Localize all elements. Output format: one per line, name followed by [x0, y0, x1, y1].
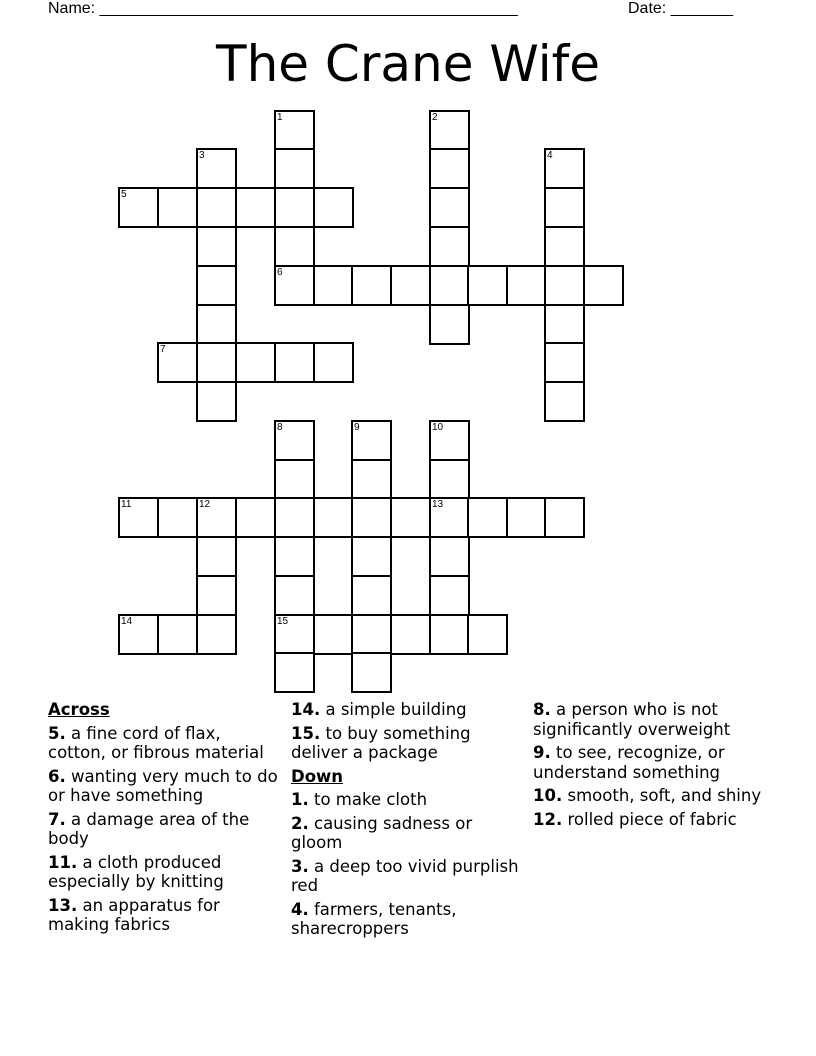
grid-cell[interactable] [157, 342, 198, 383]
grid-cell[interactable] [274, 226, 315, 267]
grid-cell[interactable] [313, 497, 354, 538]
clue-number: 6. [48, 766, 66, 786]
grid-cell[interactable] [544, 342, 585, 383]
grid-cell[interactable] [274, 148, 315, 189]
down-heading: Down [291, 766, 344, 786]
grid-cell[interactable] [351, 652, 392, 693]
grid-cell[interactable] [313, 342, 354, 383]
grid-cell[interactable] [544, 148, 585, 189]
cell-number: 12 [199, 499, 211, 510]
clue-text: a fine cord of flax, cotton, or fibrous material [48, 723, 264, 762]
name-field[interactable]: Name: _______________________________________________ [48, 0, 518, 17]
grid-cell[interactable] [196, 187, 237, 228]
grid-cell[interactable] [429, 420, 470, 461]
grid-cell[interactable] [274, 536, 315, 577]
clue-text: to see, recognize, or understand something [533, 743, 725, 782]
grid-cell[interactable] [429, 614, 470, 655]
clue-across-5 [48, 724, 280, 763]
grid-cell[interactable] [157, 614, 198, 655]
grid-cell[interactable] [429, 148, 470, 189]
clue-across-7 [48, 810, 280, 849]
clue-column-3 [533, 700, 773, 833]
clue-number: 7. [48, 809, 66, 829]
grid-cell[interactable] [429, 536, 470, 577]
grid-cell[interactable] [274, 459, 315, 500]
grid-cell[interactable] [351, 497, 392, 538]
cell-number: 5 [121, 189, 127, 200]
grid-cell[interactable] [274, 342, 315, 383]
grid-cell[interactable] [274, 575, 315, 616]
grid-cell[interactable] [196, 265, 237, 306]
clue-number: 11. [48, 852, 78, 872]
grid-cell[interactable] [351, 265, 392, 306]
clue-text: a simple building [325, 700, 467, 719]
cell-number: 10 [432, 422, 444, 433]
clue-down-9 [533, 743, 773, 782]
grid-cell[interactable] [429, 265, 470, 306]
grid-cell[interactable] [196, 536, 237, 577]
clue-number: 4. [291, 899, 309, 919]
grid-cell[interactable] [274, 420, 315, 461]
grid-cell[interactable] [429, 304, 470, 345]
grid-cell[interactable] [351, 459, 392, 500]
clue-text: a damage area of the body [48, 809, 250, 848]
grid-cell[interactable] [157, 187, 198, 228]
clue-text: to make cloth [314, 790, 428, 809]
clue-number: 5. [48, 723, 66, 743]
clue-number: 15. [291, 723, 321, 743]
cell-number: 11 [121, 499, 132, 510]
clue-number: 10. [533, 786, 563, 805]
clue-across-11 [48, 853, 280, 892]
grid-cell[interactable] [118, 497, 159, 538]
cell-number: 13 [432, 499, 444, 510]
cell-number: 8 [277, 422, 283, 433]
clue-number: 3. [291, 856, 309, 876]
clue-column-1 [48, 700, 280, 939]
cell-number: 4 [547, 150, 553, 161]
clue-down-1 [291, 790, 523, 810]
clue-text: a cloth produced especially by knitting [48, 852, 224, 891]
clue-text: a deep too vivid purplish red [291, 856, 519, 895]
grid-cell[interactable] [506, 497, 547, 538]
grid-cell[interactable] [274, 265, 315, 306]
clue-number: 13. [48, 895, 78, 915]
clue-across-15 [291, 724, 523, 763]
grid-cell[interactable] [196, 342, 237, 383]
clue-down-8 [533, 700, 773, 739]
clue-across-14 [291, 700, 523, 720]
grid-cell[interactable] [544, 187, 585, 228]
clue-across-13 [48, 896, 280, 935]
grid-cell[interactable] [118, 187, 159, 228]
grid-cell[interactable] [544, 304, 585, 345]
clue-number: 8. [533, 700, 551, 719]
grid-cell[interactable] [544, 381, 585, 422]
clue-down-12 [533, 810, 773, 830]
clue-down-3 [291, 857, 523, 896]
clue-number: 9. [533, 743, 551, 762]
grid-cell[interactable] [351, 420, 392, 461]
clue-text: a person who is not significantly overweight [533, 700, 731, 739]
grid-cell[interactable] [506, 265, 547, 306]
grid-cell[interactable] [390, 265, 431, 306]
grid-cell[interactable] [467, 265, 508, 306]
page-title: The Crane Wife [216, 35, 600, 93]
date-field[interactable]: Date: _______ [628, 0, 733, 17]
cell-number: 2 [432, 112, 438, 123]
clue-text: farmers, tenants, sharecroppers [291, 899, 457, 938]
grid-cell[interactable] [544, 497, 585, 538]
grid-cell[interactable] [196, 381, 237, 422]
clue-number: 2. [291, 813, 309, 833]
cell-number: 15 [277, 616, 289, 627]
clue-down-10 [533, 786, 773, 806]
grid-cell[interactable] [313, 187, 354, 228]
grid-cell[interactable] [274, 187, 315, 228]
across-heading: Across [48, 700, 110, 719]
grid-cell[interactable] [544, 265, 585, 306]
grid-cell[interactable] [429, 459, 470, 500]
grid-cell[interactable] [196, 226, 237, 267]
cell-number: 1 [277, 112, 283, 123]
grid-cell[interactable] [274, 614, 315, 655]
grid-cell[interactable] [157, 497, 198, 538]
grid-cell[interactable] [235, 187, 276, 228]
cell-number: 9 [354, 422, 360, 433]
clue-down-2 [291, 814, 523, 853]
cell-number: 3 [199, 150, 205, 161]
grid-cell[interactable] [351, 575, 392, 616]
grid-cell[interactable] [467, 497, 508, 538]
grid-cell[interactable] [235, 342, 276, 383]
clue-down-4 [291, 900, 523, 939]
clue-text: rolled piece of fabric [567, 809, 737, 829]
grid-cell[interactable] [274, 110, 315, 151]
grid-cell[interactable] [196, 497, 237, 538]
grid-cell[interactable] [467, 614, 508, 655]
grid-cell[interactable] [196, 304, 237, 345]
grid-cell[interactable] [544, 226, 585, 267]
clue-number: 14. [291, 700, 321, 719]
grid-cell[interactable] [390, 497, 431, 538]
grid-cell[interactable] [196, 148, 237, 189]
grid-cell[interactable] [313, 614, 354, 655]
cell-number: 14 [121, 616, 133, 627]
grid-cell[interactable] [235, 497, 276, 538]
grid-cell[interactable] [118, 614, 159, 655]
grid-cell[interactable] [429, 497, 470, 538]
clue-text: causing sadness or gloom [291, 813, 473, 852]
clue-number: 1. [291, 790, 309, 809]
grid-cell[interactable] [583, 265, 624, 306]
clue-text: wanting very much to do or have something [48, 766, 278, 805]
grid-cell[interactable] [274, 497, 315, 538]
grid-cell[interactable] [351, 614, 392, 655]
grid-cell[interactable] [196, 614, 237, 655]
clue-column-2 [291, 700, 523, 943]
grid-cell[interactable] [429, 110, 470, 151]
clue-text: smooth, soft, and shiny [567, 786, 762, 805]
grid-cell[interactable] [429, 575, 470, 616]
clue-text: an apparatus for making fabrics [48, 895, 220, 934]
grid-cell[interactable] [274, 652, 315, 693]
grid-cell[interactable] [196, 575, 237, 616]
grid-cell[interactable] [313, 265, 354, 306]
grid-cell[interactable] [429, 226, 470, 267]
cell-number: 7 [160, 344, 166, 355]
clue-text: to buy something deliver a package [291, 723, 471, 762]
grid-cell[interactable] [429, 187, 470, 228]
grid-cell[interactable] [351, 536, 392, 577]
clue-across-6 [48, 767, 280, 806]
grid-cell[interactable] [390, 614, 431, 655]
clue-number: 12. [533, 809, 563, 829]
cell-number: 6 [277, 267, 283, 278]
